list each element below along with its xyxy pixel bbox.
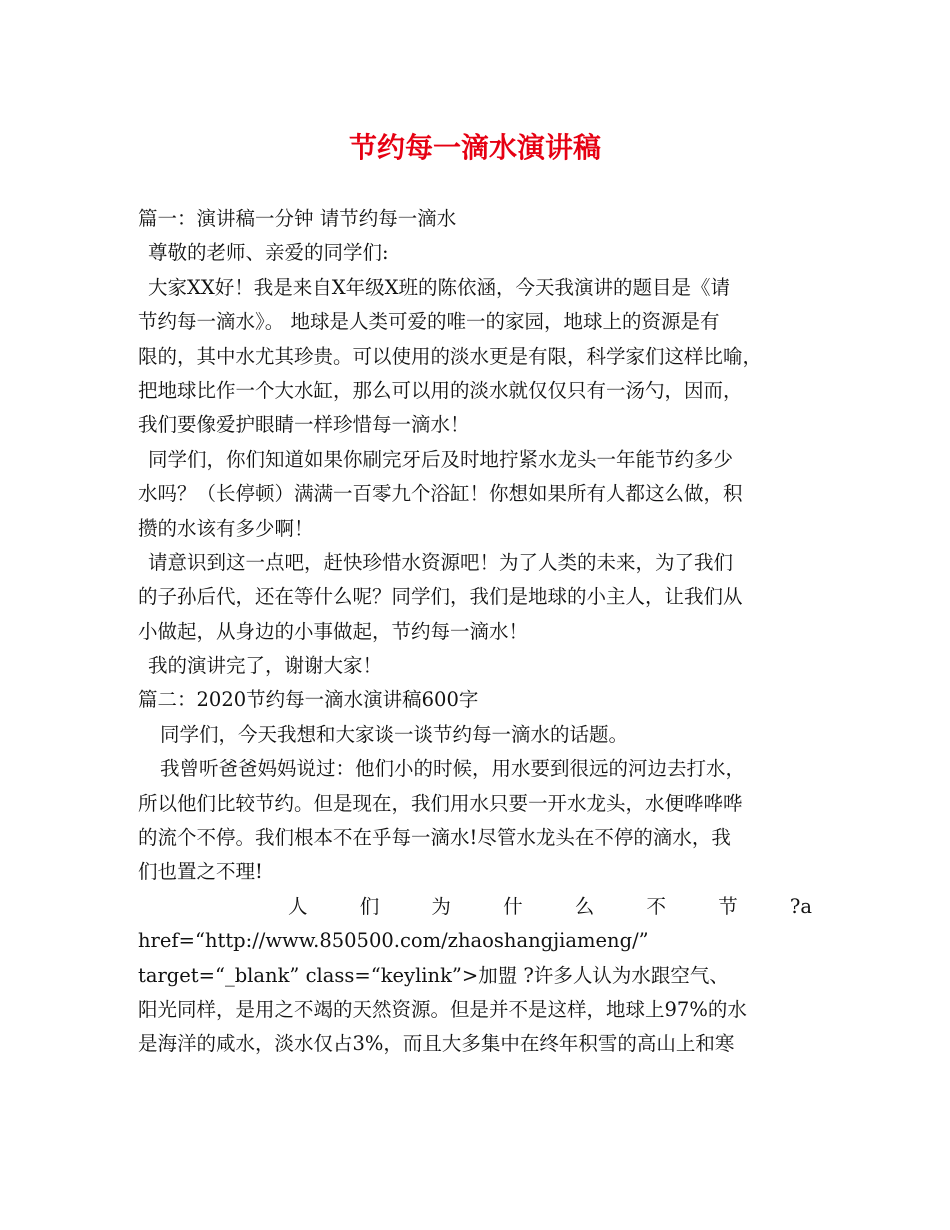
paragraph-line: 是海洋的咸水，淡水仅占3%，而且大多集中在终年积雪的高山上和寒 <box>138 1032 735 1056</box>
paragraph-line: 把地球比作一个大水缸，那么可以用的淡水就仅仅只有一汤勺，因而， <box>138 378 743 402</box>
paragraph-line: 大家XX好！我是来自X年级X班的陈依涵，今天我演讲的题目是《请 <box>148 275 731 299</box>
paragraph-line: 我们要像爱护眼睛一样珍惜每一滴水！ <box>138 413 470 437</box>
paragraph-line: 同学们，你们知道如果你刷完牙后及时地拧紧水龙头一年能节约多少 <box>148 447 734 471</box>
paragraph-line: 同学们，今天我想和大家谈一谈节约每一滴水的话题。 <box>160 722 629 746</box>
paragraph-line: 阳光同样，是用之不竭的天然资源。但是并不是这样，地球上97%的水 <box>138 997 747 1021</box>
section-heading-1: 篇一：演讲稿一分钟 请节约每一滴水 <box>138 207 457 230</box>
paragraph-line: 节约每一滴水》。 地球是人类可爱的唯一的家园，地球上的资源是有 <box>138 310 720 334</box>
paragraph-line: 所以他们比较节约。但是现在，我们用水只要一开水龙头，水便哗哗哗 <box>138 791 743 815</box>
document-title: 节约每一滴水演讲稿 <box>348 131 601 164</box>
paragraph-line: href=“http://www.850500.com/zhaoshangjiameng/” <box>138 929 649 953</box>
paragraph-line: 我曾听爸爸妈妈说过：他们小的时候，用水要到很远的河边去打水， <box>160 757 746 781</box>
paragraph-line: target=“_blank” class=“keylink”>加盟 ?许多人认为水跟空气、 <box>138 963 729 987</box>
paragraph-line: 们也置之不理! <box>138 860 263 884</box>
paragraph-line: 小做起，从身边的小事做起，节约每一滴水！ <box>138 619 529 643</box>
document-body <box>138 202 812 1062</box>
paragraph-line: 水吗？（长停顿）满满一百零九个浴缸！你想如果所有人都这么做，积 <box>138 482 743 506</box>
paragraph-line: 请意识到这一点吧，赶快珍惜水资源吧！为了人类的未来，为了我们 <box>148 550 734 574</box>
paragraph-line: 攒的水该有多少啊！ <box>138 516 314 540</box>
paragraph-line: 我的演讲完了，谢谢大家！ <box>148 654 383 678</box>
spaced-paragraph-line: 人 们 为 什 么 不 节 ?a <box>288 894 812 918</box>
paragraph-line: 限的，其中水尤其珍贵。可以使用的淡水更是有限，科学家们这样比喻， <box>138 344 763 368</box>
paragraph-line: 的子孙后代，还在等什么呢？同学们，我们是地球的小主人，让我们从 <box>138 585 743 609</box>
paragraph-line: 的流个不停。我们根本不在乎每一滴水!尽管水龙头在不停的滴水，我 <box>138 826 731 850</box>
paragraph-line: 尊敬的老师、亲爱的同学们: <box>148 241 389 265</box>
section-heading-2: 篇二：2020节约每一滴水演讲稿600字 <box>138 688 479 712</box>
